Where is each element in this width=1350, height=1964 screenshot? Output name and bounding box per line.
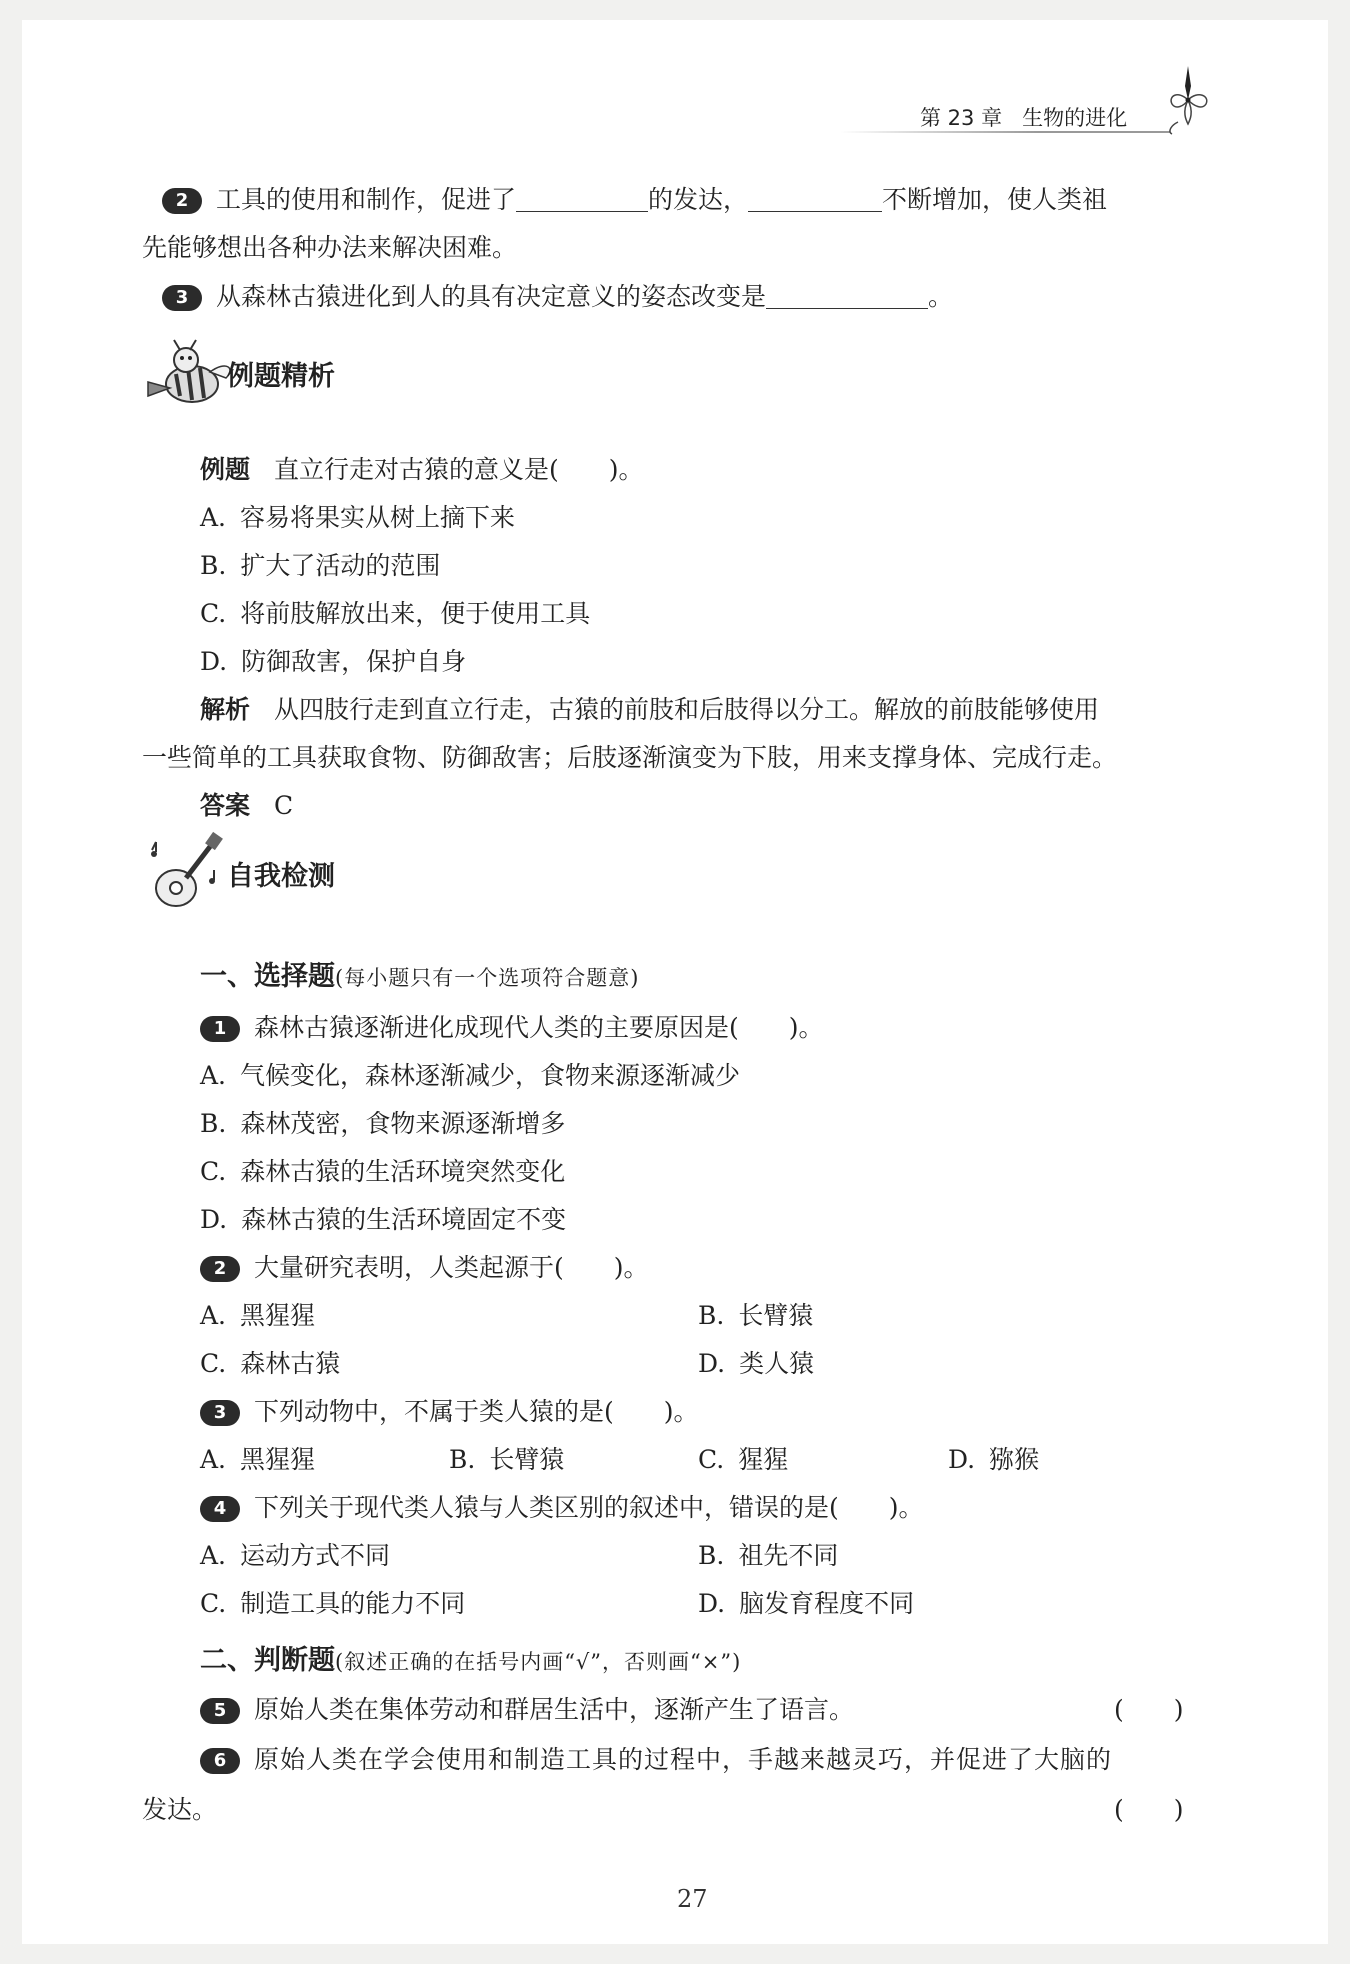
option-text: 森林古猿的生活环境突然变化 xyxy=(240,1157,566,1186)
example-question-text: 直立行走对古猿的意义是( )。 xyxy=(274,455,644,484)
option-text: 猩猩 xyxy=(738,1445,789,1474)
example-option-c xyxy=(200,594,590,630)
question-number-badge: 6 xyxy=(200,1748,240,1774)
chapter-number: 第 23 章 xyxy=(920,106,1003,130)
page xyxy=(22,20,1328,1944)
flower-ornament-icon xyxy=(1158,60,1218,140)
intro-q2-text-a: 工具的使用和制作，促进了 xyxy=(216,185,517,214)
question-number-badge: 4 xyxy=(200,1496,240,1522)
analysis-text-1: 从四肢行走到直立行走，古猿的前肢和后肢得以分工。解放的前肢能够使用 xyxy=(274,695,1100,724)
q1-option-a xyxy=(200,1056,740,1092)
self-check-section-title: 自我检测 xyxy=(227,861,335,892)
question-2 xyxy=(200,1248,649,1284)
question-1 xyxy=(200,1008,824,1044)
analysis-text-2: 一些简单的工具获取食物、防御敌害；后肢逐渐演变为下肢，用来支撑身体、完成行走。 xyxy=(142,743,1118,772)
question-4 xyxy=(200,1488,924,1524)
q4-option-b xyxy=(698,1536,838,1572)
example-question xyxy=(200,450,644,486)
option-letter: D. xyxy=(698,1349,726,1378)
q3-option-b xyxy=(449,1440,564,1476)
q3-option-c xyxy=(698,1440,788,1476)
example-option-d xyxy=(200,642,466,678)
judgment-text: 原始人类在学会使用和制造工具的过程中，手越来越灵巧，并促进了大脑的 xyxy=(254,1745,1113,1774)
option-text: 将前肢解放出来，便于使用工具 xyxy=(240,599,591,628)
option-letter: D. xyxy=(200,1205,228,1234)
part1-subtitle: (每小题只有一个选项符合题意) xyxy=(335,966,640,990)
part2-heading xyxy=(200,1638,741,1677)
intro-q3-text: 从森林古猿进化到人的具有决定意义的姿态改变是 xyxy=(216,282,767,311)
question-number-badge: 5 xyxy=(200,1698,240,1724)
question-text: 大量研究表明，人类起源于( )。 xyxy=(254,1253,649,1282)
question-text: 下列关于现代类人猿与人类区别的叙述中，错误的是( )。 xyxy=(254,1493,924,1522)
option-letter: B. xyxy=(200,551,227,580)
q4-option-a xyxy=(200,1536,390,1572)
option-text: 猕猴 xyxy=(989,1445,1040,1474)
analysis-label: 解析 xyxy=(200,695,251,724)
example-label: 例题 xyxy=(200,455,251,484)
option-letter: D. xyxy=(948,1445,976,1474)
option-letter: C. xyxy=(200,599,227,628)
q2-option-c xyxy=(200,1344,340,1380)
option-letter: C. xyxy=(698,1445,725,1474)
option-letter: B. xyxy=(698,1301,725,1330)
q4-option-d xyxy=(698,1584,914,1620)
example-option-a xyxy=(200,498,515,534)
q1-option-b xyxy=(200,1104,565,1140)
intro-q3-end: 。 xyxy=(928,282,954,311)
analysis xyxy=(200,690,1099,726)
option-text: 森林茂密，食物来源逐渐增多 xyxy=(240,1109,566,1138)
option-text: 容易将果实从树上摘下来 xyxy=(240,503,516,532)
option-letter: C. xyxy=(200,1349,227,1378)
intro-q2-text-c: 不断增加，使人类祖 xyxy=(882,185,1108,214)
question-3 xyxy=(200,1392,699,1428)
part1-title: 一、选择题 xyxy=(200,961,335,992)
question-text: 下列动物中，不属于类人猿的是( )。 xyxy=(254,1397,699,1426)
option-letter: B. xyxy=(698,1541,725,1570)
option-text: 类人猿 xyxy=(739,1349,815,1378)
answer-label: 答案 xyxy=(200,791,251,820)
option-letter: B. xyxy=(200,1109,227,1138)
example-section-title: 例题精析 xyxy=(227,361,335,392)
option-text: 长臂猿 xyxy=(738,1301,814,1330)
judgment-text: 原始人类在集体劳动和群居生活中，逐渐产生了语言。 xyxy=(254,1695,855,1724)
answer-blank[interactable] xyxy=(766,282,928,309)
part2-title: 二、判断题 xyxy=(200,1645,335,1676)
option-text: 黑猩猩 xyxy=(240,1445,316,1474)
judgment-6 xyxy=(200,1740,1112,1776)
intro-q3 xyxy=(162,277,953,313)
part1-heading xyxy=(200,954,639,993)
chapter-label xyxy=(920,102,1127,132)
answer-value: C xyxy=(274,791,294,820)
option-letter: A. xyxy=(200,1301,227,1330)
example-option-b xyxy=(200,546,440,582)
chapter-title: 生物的进化 xyxy=(1022,106,1128,130)
option-letter: B. xyxy=(449,1445,476,1474)
option-letter: A. xyxy=(200,503,227,532)
judgment-5 xyxy=(200,1690,854,1726)
option-text: 脑发育程度不同 xyxy=(739,1589,915,1618)
option-text: 气候变化，森林逐渐减少，食物来源逐渐减少 xyxy=(240,1061,741,1090)
answer xyxy=(200,786,293,822)
option-letter: C. xyxy=(200,1157,227,1186)
q4-option-c xyxy=(200,1584,465,1620)
q1-option-c xyxy=(200,1152,565,1188)
option-letter: C. xyxy=(200,1589,227,1618)
q2-option-b xyxy=(698,1296,813,1332)
option-text: 黑猩猩 xyxy=(240,1301,316,1330)
intro-q2-cont: 先能够想出各种办法来解决困难。 xyxy=(142,233,518,262)
option-letter: A. xyxy=(200,1541,227,1570)
question-number-badge: 3 xyxy=(162,285,202,311)
bee-mascot-icon xyxy=(140,338,240,418)
option-text: 扩大了活动的范围 xyxy=(240,551,441,580)
option-text: 防御敌害，保护自身 xyxy=(241,647,467,676)
option-text: 长臂猿 xyxy=(489,1445,565,1474)
answer-blank[interactable] xyxy=(748,185,882,212)
option-letter: A. xyxy=(200,1061,227,1090)
q3-option-a xyxy=(200,1440,315,1476)
option-text: 制造工具的能力不同 xyxy=(240,1589,466,1618)
question-text: 森林古猿逐渐进化成现代人类的主要原因是( )。 xyxy=(254,1013,824,1042)
q2-option-d xyxy=(698,1344,814,1380)
judgment-6-cont: 发达。 xyxy=(142,1795,218,1824)
q2-option-a xyxy=(200,1296,315,1332)
question-number-badge: 1 xyxy=(200,1016,240,1042)
answer-blank[interactable] xyxy=(516,185,648,212)
question-number-badge: 2 xyxy=(162,188,202,214)
intro-q2-text-b: 的发达， xyxy=(648,185,749,214)
option-text: 森林古猿的生活环境固定不变 xyxy=(241,1205,567,1234)
question-number-badge: 2 xyxy=(200,1256,240,1282)
option-letter: D. xyxy=(200,647,228,676)
answer-bracket[interactable]: ( ) xyxy=(1114,1695,1184,1724)
q1-option-d xyxy=(200,1200,566,1236)
option-letter: A. xyxy=(200,1445,227,1474)
option-text: 森林古猿 xyxy=(240,1349,341,1378)
question-number-badge: 3 xyxy=(200,1400,240,1426)
page-number: 27 xyxy=(677,1885,708,1913)
q3-option-d xyxy=(948,1440,1039,1476)
option-text: 祖先不同 xyxy=(738,1541,839,1570)
part2-subtitle: (叙述正确的在括号内画“√”，否则画“×”) xyxy=(335,1650,742,1674)
guitar-icon xyxy=(140,830,230,920)
option-letter: D. xyxy=(698,1589,726,1618)
answer-bracket[interactable]: ( ) xyxy=(1114,1795,1184,1824)
intro-q2 xyxy=(162,180,1107,216)
chapter-header xyxy=(840,100,1240,140)
option-text: 运动方式不同 xyxy=(240,1541,391,1570)
